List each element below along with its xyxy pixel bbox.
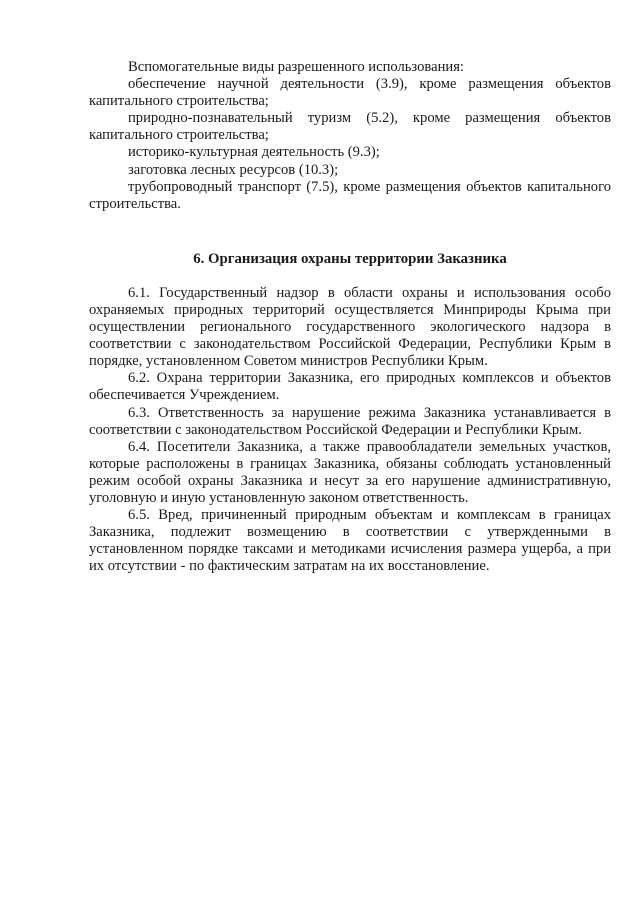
list-item: историко-культурная деятельность (9.3); bbox=[128, 144, 380, 161]
list-item: природно-познавательный туризм (5.2), кроме размещения объектов капитального строительства; bbox=[89, 110, 611, 144]
heading-gap bbox=[89, 268, 611, 285]
list-intro: Вспомогательные виды разрешенного использования: bbox=[128, 59, 464, 75]
paragraph: 6.1. Государственный надзор в области охраны и использования особо охраняемых природных территорий осуществляется Минприроды Крыма при осуществлении регионального государственного экологического надзора в соответствии с законодательством Российской Федерации, Республики Крым в порядке, установленном Советом министров Республики Крым. bbox=[89, 284, 611, 370]
section-heading: 6. Организация охраны территории Заказника bbox=[193, 250, 507, 267]
paragraph: 6.5. Вред, причиненный природным объектам и комплексам в границах Заказника, подлежит возмещению в соответствии с утвержденными в установленном порядке таксами и методиками исчисления размера ущерба, а при их отсутствии - по фактическим затратам на их восстановление. bbox=[89, 507, 611, 575]
list-item: обеспечение научной деятельности (3.9), кроме размещения объектов капитального строительства; bbox=[89, 76, 611, 110]
document-body bbox=[89, 59, 611, 575]
list-item: заготовка лесных ресурсов (10.3); bbox=[128, 161, 339, 178]
paragraph: 6.3. Ответственность за нарушение режима Заказника устанавливается в соответствии с законодательством Российской Федерации и Республики Крым. bbox=[89, 404, 611, 438]
paragraph: 6.2. Охрана территории Заказника, его природных комплексов и объектов обеспечивается Учреждением. bbox=[89, 370, 611, 404]
list-item: трубопроводный транспорт (7.5), кроме размещения объектов капитального строительства. bbox=[89, 178, 611, 212]
section-gap bbox=[89, 213, 611, 251]
paragraph: 6.4. Посетители Заказника, а также правообладатели земельных участков, которые расположены в границах Заказника, обязаны соблюдать установленный режим особой охраны Заказника и несут за его нарушение административную, уголовную и иную установленную законом ответственность. bbox=[89, 438, 611, 506]
